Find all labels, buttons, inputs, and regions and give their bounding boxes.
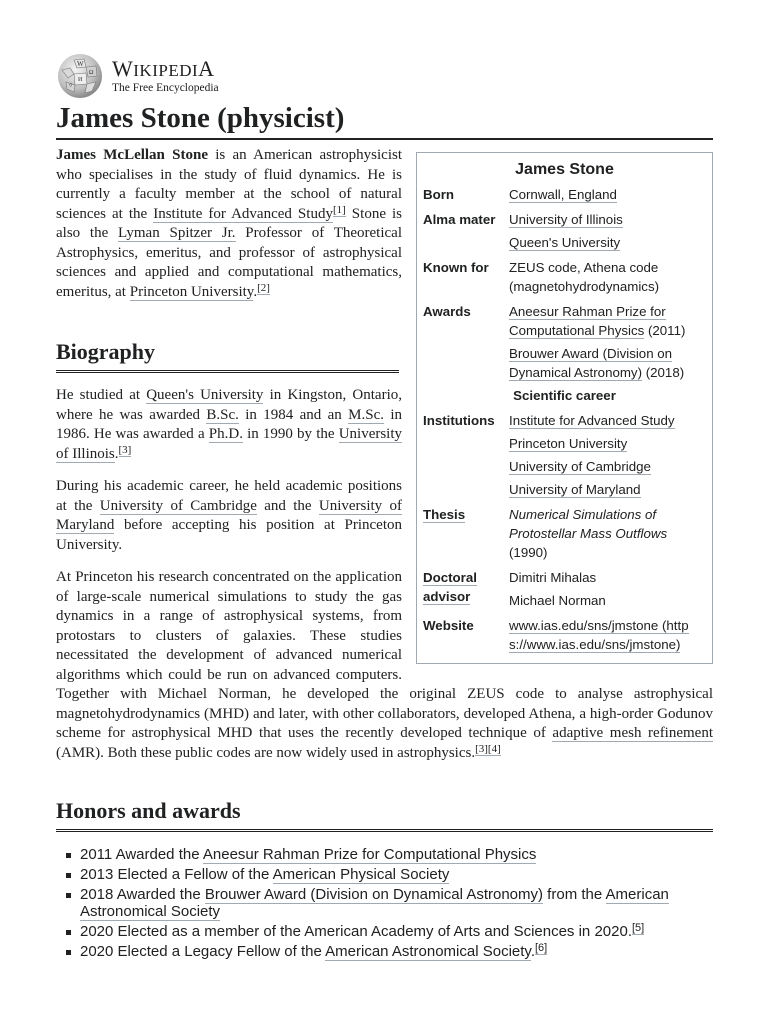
website-label: Website: [423, 618, 474, 633]
list-item: 2018 Awarded the Brouwer Award (Division on Dynamical Astronomy) from the American Astronomical Society: [80, 886, 713, 920]
scientific-career-header: Scientific career: [513, 388, 616, 403]
link-spitzer[interactable]: Lyman Spitzer Jr.: [118, 225, 236, 241]
advisor-name: Dimitri Mihalas: [509, 570, 597, 585]
link-bsc[interactable]: B.Sc.: [206, 406, 239, 423]
award-link-brouwer[interactable]: Brouwer Award (Division on Dynamical Astronomy): [509, 346, 673, 380]
institution-link[interactable]: University of Cambridge: [509, 459, 651, 474]
ref-3-4[interactable]: [3][4]: [475, 742, 501, 755]
institution-link[interactable]: University of Maryland: [509, 482, 641, 497]
thesis-year: (1990): [509, 545, 548, 560]
list-item: 2020 Elected a Legacy Fellow of the American Astronomical Society.[6]: [80, 943, 713, 960]
ref-1[interactable]: [1]: [332, 203, 346, 216]
biography-paragraph-1: He studied at Queen's University in Kingston, Ontario, where he was awarded B.Sc. in 1984 and an M.Sc. in 1986. He was awarded a Ph.D. in 1990 by the University of Illinois.[3]: [56, 387, 403, 462]
svg-text:И: И: [78, 77, 83, 83]
institution-link[interactable]: Institute for Advanced Study: [509, 413, 675, 428]
link-phd[interactable]: Ph.D.: [208, 426, 243, 442]
known-for-value: ZEUS code, Athena code (magnetohydrodynamics): [509, 260, 660, 294]
svg-text:W: W: [77, 60, 84, 68]
born-link[interactable]: Cornwall, England: [509, 187, 617, 202]
born-label: Born: [423, 187, 455, 202]
infobox-row-website: [423, 613, 706, 657]
advisor-name: Michael Norman: [509, 593, 606, 608]
svg-text:Ω: Ω: [89, 70, 94, 76]
thesis-label-link[interactable]: Thesis: [423, 507, 466, 522]
svg-text:ウ: ウ: [68, 84, 74, 89]
tagline: The Free Encyclopedia: [112, 81, 219, 94]
link-aas[interactable]: American Astronomical Society: [80, 886, 669, 920]
institutions-label: Institutions: [423, 413, 495, 428]
link-illinois[interactable]: University of Illinois: [56, 426, 403, 462]
infobox-row-doctoral-advisor: [423, 565, 706, 613]
ref-3[interactable]: [3]: [118, 443, 132, 456]
link-msc[interactable]: M.Sc.: [348, 406, 384, 423]
honors-list: [56, 846, 713, 960]
intro-paragraph: James McLellan Stone is an American astrophysicist who specialises in the study of fluid dynamics. He is currently a faculty member at the school of natural sciences at the Institute for Advanced Study[1] Stone is also the Lyman Spitzer Jr. Professor of Theoretical Astrophysics, emeritus, and professor of astrophysical sciences and applied and computational mathematics, emeritus, at Princeton University.[2]: [56, 147, 403, 300]
known-for-label: Known for: [423, 260, 489, 275]
ref-6[interactable]: [6]: [534, 942, 548, 954]
ref-2[interactable]: [2]: [257, 281, 270, 294]
link-princeton[interactable]: Princeton University: [129, 283, 254, 300]
link-ias[interactable]: Institute for Advanced Study: [153, 205, 333, 222]
infobox-row-thesis: [423, 502, 706, 565]
link-rahman-prize[interactable]: Aneesur Rahman Prize for Computational Physics: [202, 846, 537, 863]
alma-link-queens[interactable]: Queen's University: [509, 235, 621, 250]
wikipedia-globe-icon[interactable]: [56, 52, 104, 100]
infobox-row-known-for: [423, 255, 706, 299]
link-maryland[interactable]: University of Maryland: [56, 497, 402, 533]
link-cambridge[interactable]: University of Cambridge: [99, 497, 257, 514]
biography-heading: Biography: [56, 338, 399, 373]
link-amr[interactable]: adaptive mesh refinement: [552, 725, 714, 741]
subject-name: James McLellan Stone: [56, 147, 208, 163]
list-item: 2020 Elected as a member of the American Academy of Arts and Sciences in 2020.[5]: [80, 923, 713, 940]
institution-link[interactable]: Princeton University: [509, 436, 628, 451]
wikipedia-wordmark: WIKIPEDIA: [112, 55, 215, 81]
link-aas-legacy[interactable]: American Astronomical Society: [325, 943, 531, 960]
infobox-row-born: [423, 182, 706, 207]
alma-link-illinois[interactable]: University of Illinois: [509, 212, 623, 227]
awards-label: Awards: [423, 304, 471, 319]
infobox-row-alma-mater: [423, 207, 706, 255]
wordmark[interactable]: [112, 55, 219, 95]
list-item: 2013 Elected a Fellow of the American Physical Society: [80, 866, 713, 883]
honors-heading: Honors and awards: [56, 797, 713, 832]
article-page: [56, 52, 713, 963]
link-aps[interactable]: American Physical Society: [272, 866, 450, 883]
award-year: (2018): [642, 365, 685, 380]
infobox-row-awards: [423, 299, 706, 385]
thesis-title: Numerical Simulations of Protostellar Mass Outflows: [509, 507, 668, 541]
biography-paragraph-3: At Princeton his research concentrated on the application of large-scale numerical simulations to study the gas dynamics in a range of astrophysical systems, from protostars to clusters of galaxies. These studies necessitated the development of advanced numerical algorithms which could be run on advanced computers. Together with Michael Norman, he developed the original ZEUS code to analyse astrophysical magnetohydrodynamics (MHD) and later, with other collaborators, developed Athena, a high-order Godunov scheme for astrophysical MHD that uses the recently developed technique of adaptive mesh refinement (AMR). Both these public codes are now widely used in astrophysics.[3][4]: [56, 569, 714, 761]
list-item: 2011 Awarded the Aneesur Rahman Prize for Computational Physics: [80, 846, 713, 863]
infobox-row-institutions: [423, 408, 706, 502]
link-brouwer-award[interactable]: Brouwer Award (Division on Dynamical Astronomy): [204, 886, 544, 903]
site-header: [56, 52, 713, 100]
award-link-rahman[interactable]: Aneesur Rahman Prize for Computational Physics: [509, 304, 666, 338]
link-queens[interactable]: Queen's University: [146, 387, 264, 403]
alma-mater-label: Alma mater: [423, 212, 496, 227]
infobox: [416, 152, 713, 664]
ref-5[interactable]: [5]: [631, 922, 645, 934]
infobox-title: James Stone: [515, 161, 614, 178]
award-year: (2011): [644, 323, 686, 338]
doctoral-advisor-label-link[interactable]: Doctoral advisor: [423, 570, 477, 604]
page-title: James Stone (physicist): [56, 100, 713, 140]
website-link[interactable]: www.ias.edu/sns/jmstone (https://www.ias.edu/sns/jmstone): [509, 618, 689, 652]
biography-paragraph-2: During his academic career, he held academic positions at the University of Cambridge and the University of Maryland before accepting his position at Princeton University.: [56, 478, 402, 553]
